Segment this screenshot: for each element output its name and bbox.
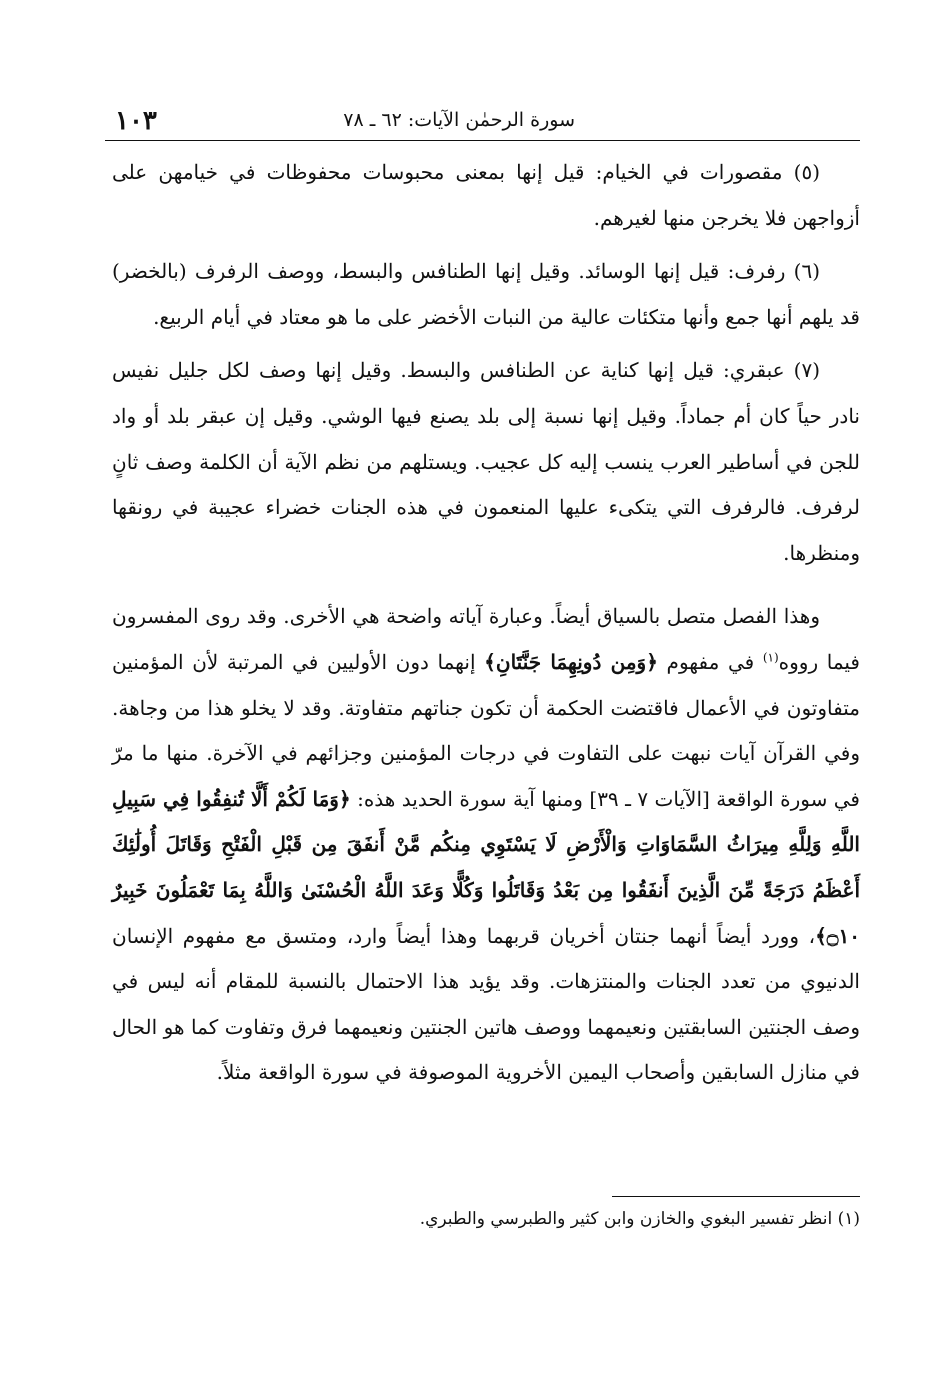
page-header — [105, 100, 860, 141]
quran-verse: ﴿وَمَا لَكُمْ أَلَّا تُنفِقُوا فِي سَبِيلِ اللَّهِ وَلِلَّهِ مِيرَاثُ السَّمَاوَاتِ وَالْأَرْضِ لَا يَسْتَوِي مِنكُم مَّنْ أَنفَقَ مِن قَبْلِ الْفَتْحِ وَقَاتَلَ أُولَٰئِكَ أَعْظَمُ دَرَجَةً مِّنَ الَّذِينَ أَنفَقُوا مِن بَعْدُ وَقَاتَلُوا وَكُلًّا وَعَدَ اللَّهُ الْحُسْنَىٰ وَاللَّهُ بِمَا تَعْمَلُونَ خَبِيرٌ ۝١٠﴾ — [112, 786, 860, 948]
note-paragraph-6: (٦) رفرف: قيل إنها الوسائد. وقيل إنها الطنافس والبسط، ووصف الرفرف (بالخضر) قد يلهم أنها جمع وأنها متكئات عالية من النبات الأخضر على ما هو معتاد في أيام الربيع. — [112, 259, 860, 329]
commentary-text: ، وورد أيضاً أنهما جنتان أخريان قربهما وهذا أيضاً وارد، ومتسق مع مفهوم الإنسان الدنيوي من تعدد الجنات والمنتزهات. وقد يؤيد هذا الاحتمال بالنسبة للمقام أنه ليس في وصف الجنتين السابقتين ونعيمهما ووصف هاتين الجنتين ونعيمهما فرق وتفاوت كما هو الحال في منازل السابقين وأصحاب اليمين الأخروية الموصوفة في سورة الواقعة مثلاً. — [112, 923, 860, 1085]
quran-quote: ﴿وَمِن دُونِهِمَا جَنَّتَانِ﴾ — [484, 649, 658, 674]
commentary-text: إنهما دون الأوليين في المرتبة لأن المؤمنين متفاوتون في الأعمال فاقتضت الحكمة أن تكون جناتهم متفاوتة. وقد لا يخلو هذا من وجاهة. وفي القرآن آيات نبهت على التفاوت في درجات المؤمنين وجزائهم في الآخرة. منها ما مرّ في سورة الواقعة [الآيات ٧ ـ ٣٩] ومنها آية سورة الحديد هذه: — [112, 649, 860, 811]
body-text — [112, 150, 860, 1096]
page-number: ١٠٣ — [115, 106, 157, 136]
footnote-divider — [612, 1196, 860, 1197]
note-paragraph-7: (٧) عبقري: قيل إنها كناية عن الطنافس والبسط. وقيل إنها وصف لكل جليل نفيس نادر حياً كان أم جماداً. وقيل إنها نسبة إلى بلد يصنع فيها الوشي. وقيل إن عبقر بلد أو واد للجن في أساطير العرب ينسب إليه كل عجيب. ويستلهم من نظم الآية أن الكلمة وصف ثانٍ لرفرف. فالرفرف التي يتكىء عليها المنعمون في هذه الجنات خضراء عجيبة في رونقها ومنظرها. — [112, 358, 860, 565]
commentary-text: في مفهوم — [657, 649, 763, 674]
footnote: (١) انظر تفسير البغوي والخازن وابن كثير والطبرسي والطبري. — [419, 1209, 860, 1229]
running-title: سورة الرحمٰن الآيات: ٦٢ ـ ٧٨ — [343, 109, 575, 131]
commentary-paragraph — [112, 594, 860, 1096]
note-paragraph-5: (٥) مقصورات في الخيام: قيل إنها بمعنى محبوسات محفوظات في خيامهن على أزواجهن فلا يخرجن منها لغيرهم. — [112, 160, 860, 230]
footnote-reference[interactable]: (١) — [762, 650, 779, 665]
commentary-text: وهذا الفصل متصل بالسياق أيضاً. وعبارة آياته واضحة هي الأخرى. وقد روى المفسرون فيما رووه — [112, 604, 860, 674]
